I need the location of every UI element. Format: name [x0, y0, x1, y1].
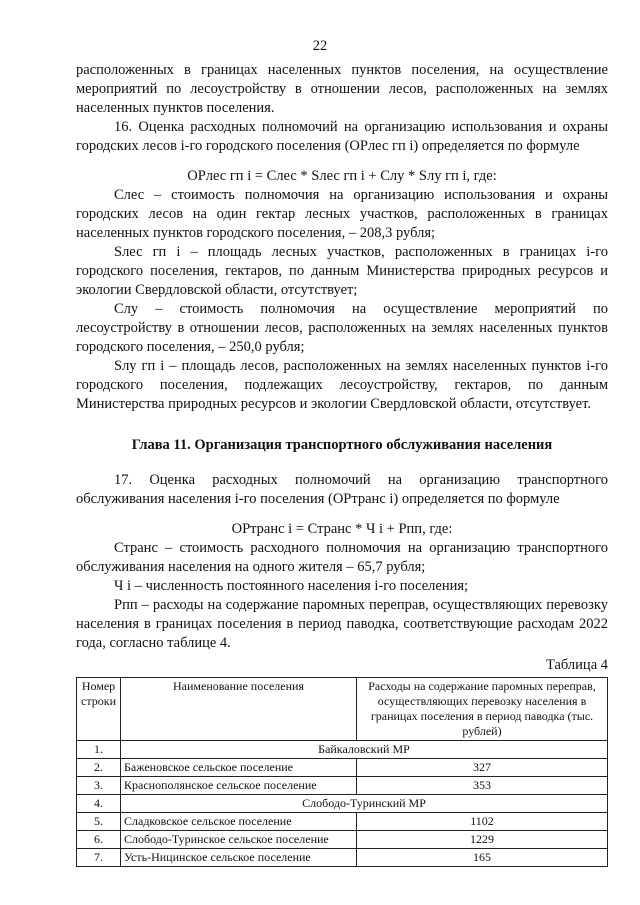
row-num: 7. [77, 849, 121, 867]
paragraph: Sлес гп i – площадь лесных участков, расположенных в границах i-го городского поселения, гектаров, по данным Министерства природных ресурсов и экологии Свердловской области, отсутствует; [76, 244, 608, 298]
row-num: 2. [77, 759, 121, 777]
header-name: Наименование поселения [121, 678, 357, 741]
header-num: Номер строки [77, 678, 121, 741]
paragraph: 17. Оценка расходных полномочий на организацию транспортного обслуживания населения i-го поселения (ОРтранс i) определяется по формуле [76, 472, 608, 507]
settlement-name: Краснополянское сельское поселение [121, 777, 357, 795]
row-num: 1. [77, 741, 121, 759]
expense-value: 353 [357, 777, 608, 795]
expense-value: 165 [357, 849, 608, 867]
settlement-name: Баженовское сельское поселение [121, 759, 357, 777]
expense-value: 1102 [357, 813, 608, 831]
data-table [76, 677, 608, 867]
table-row [77, 759, 608, 777]
table-row [77, 777, 608, 795]
paragraph: Sлу гп i – площадь лесов, расположенных на землях населенных пунктов i-го городского поселения, подлежащих лесоустройству, гектаров, по данным Министерства природных ресурсов и экологии Свердловской области, отсутствует. [76, 358, 608, 412]
settlement-name: Усть-Ницинское сельское поселение [121, 849, 357, 867]
paragraph: Странс – стоимость расходного полномочия на организацию транспортного обслуживания населения на одного жителя – 65,7 рубля; [76, 540, 608, 575]
table-row [77, 831, 608, 849]
table-header-row [77, 678, 608, 741]
paragraph: 16. Оценка расходных полномочий на организацию использования и охраны городских лесов i-го городского поселения (ОРлес гп i) определяется по формуле [76, 119, 608, 154]
row-num: 4. [77, 795, 121, 813]
region-name: Байкаловский МР [121, 741, 608, 759]
formula: ОРлес гп i = Слес * Sлес гп i + Слу * Sлу гп i, где: [187, 168, 497, 184]
paragraph: Рпп – расходы на содержание паромных переправ, осуществляющих перевозку населения в границах поселения в период паводка, соответствующие расходам 2022 года, согласно таблице 4. [76, 597, 608, 651]
paragraph: Слес – стоимость полномочия на организацию использования и охраны городских лесов на один гектар лесных участков, расположенных в границах населенных пунктов городского поселения, – 208,3 рубля; [76, 187, 608, 241]
document-body [76, 61, 608, 867]
table-row [77, 849, 608, 867]
row-num: 5. [77, 813, 121, 831]
header-value: Расходы на содержание паромных переправ, осуществляющих перевозку населения в границах поселения в период паводка (тыс. рублей) [357, 678, 608, 741]
row-num: 6. [77, 831, 121, 849]
paragraph: Ч i – численность постоянного населения i-го поселения; [114, 578, 469, 594]
paragraph: расположенных в границах населенных пунктов поселения, на осуществление мероприятий по лесоустройству в отношении лесов, расположенных на землях населенных пунктов поселения. [76, 62, 608, 116]
chapter-heading: Глава 11. Организация транспортного обслуживания населения [131, 437, 553, 453]
table-row [77, 795, 608, 813]
settlement-name: Сладковское сельское поселение [121, 813, 357, 831]
formula: ОРтранс i = Странс * Ч i + Рпп, где: [231, 521, 453, 537]
expense-value: 1229 [357, 831, 608, 849]
table-caption: Таблица 4 [545, 657, 608, 673]
expense-value: 327 [357, 759, 608, 777]
region-name: Слободо-Туринский МР [121, 795, 608, 813]
table-row [77, 741, 608, 759]
paragraph: Слу – стоимость полномочия на осуществление мероприятий по лесоустройству в отношении лесов, расположенных на землях населенных пунктов городского поселения, – 250,0 рубля; [76, 301, 608, 355]
settlement-name: Слободо-Туринское сельское поселение [121, 831, 357, 849]
row-num: 3. [77, 777, 121, 795]
table-row [77, 813, 608, 831]
page-number: 22 [312, 38, 328, 54]
